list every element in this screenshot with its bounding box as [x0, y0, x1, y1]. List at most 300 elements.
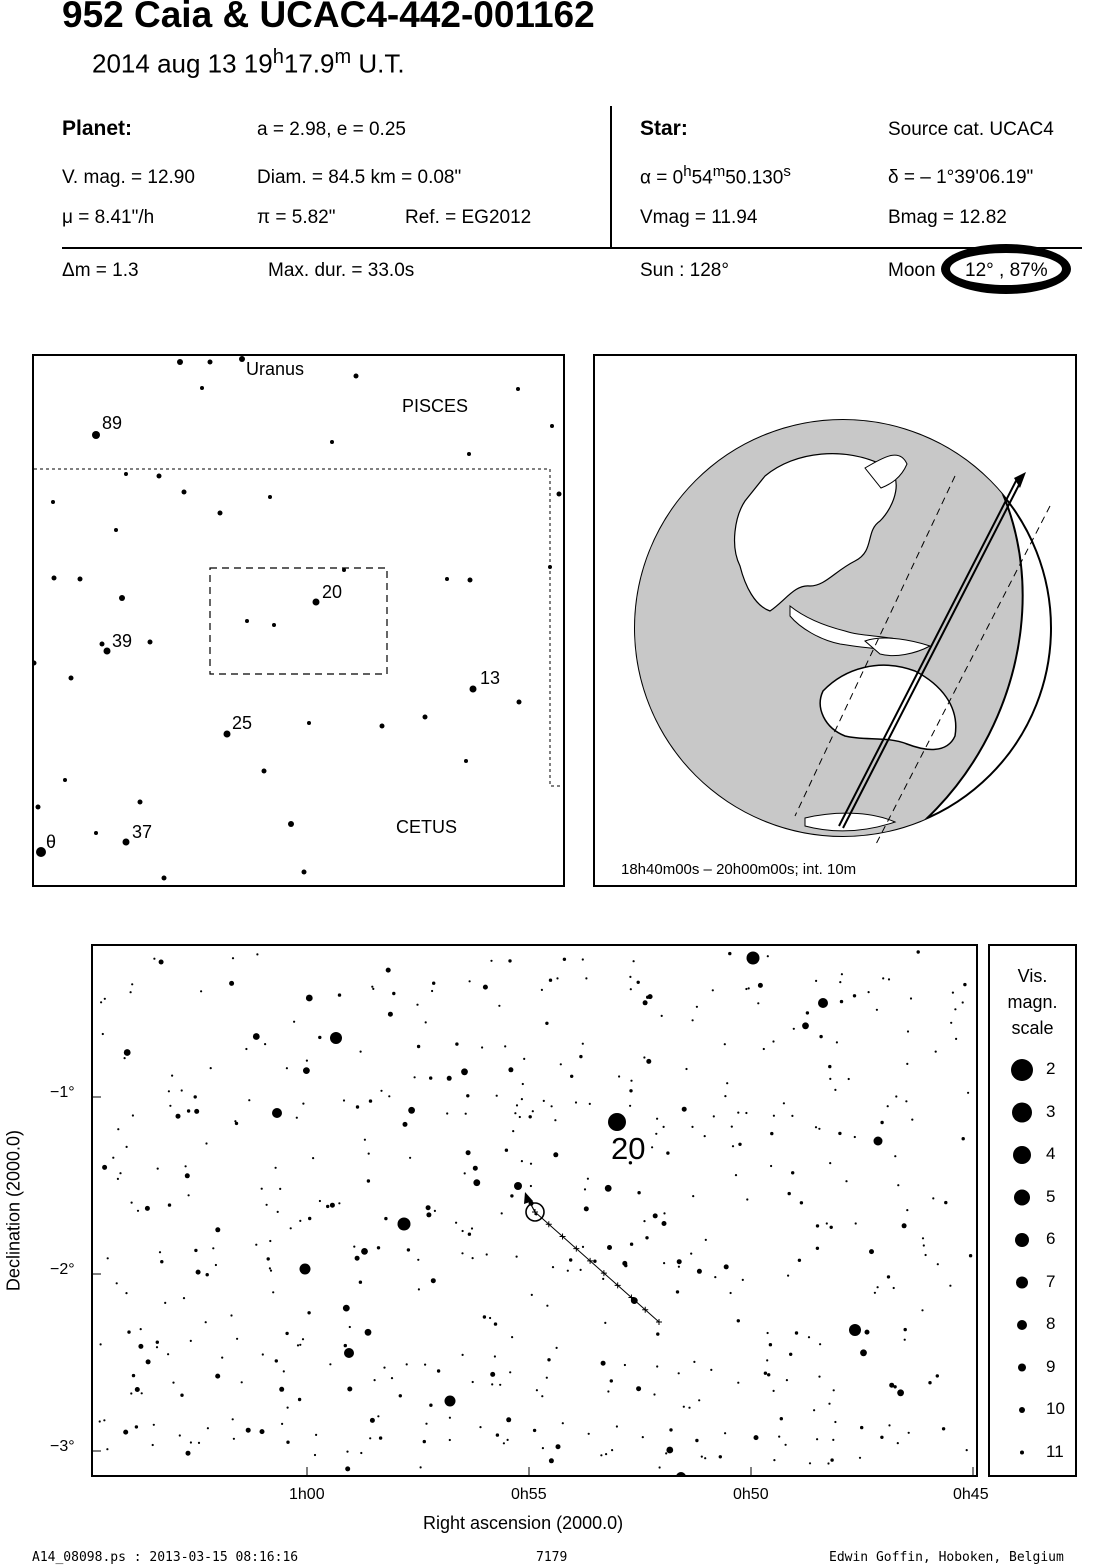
field-star — [326, 1205, 329, 1208]
x-axis-label: Right ascension (2000.0) — [423, 1513, 624, 1533]
finder-star — [302, 870, 307, 875]
field-star — [516, 1256, 518, 1258]
field-star — [688, 1407, 690, 1409]
track-direction-arrow — [1014, 472, 1026, 488]
field-star — [462, 1354, 464, 1356]
field-star — [344, 1344, 347, 1347]
field-star — [928, 1381, 931, 1384]
star-ra — [640, 163, 791, 189]
field-star — [780, 1417, 783, 1420]
field-star — [489, 1317, 491, 1319]
field-star — [462, 1230, 464, 1232]
max-duration: Max. dur. = 33.0s — [268, 260, 415, 281]
finder-star — [78, 577, 83, 582]
x-tick-label-3: 0h50 — [733, 1486, 769, 1503]
field-star — [185, 1173, 190, 1178]
field-star — [349, 1326, 351, 1328]
field-star — [157, 1168, 159, 1170]
field-star — [383, 1367, 385, 1369]
field-star — [425, 1021, 427, 1023]
finder-star — [104, 648, 111, 655]
field-star — [356, 1105, 359, 1108]
legend-label-10: 10 — [1046, 1399, 1065, 1418]
field-star — [563, 958, 566, 961]
finder-star — [268, 495, 272, 499]
sun-distance: Sun : 128° — [640, 260, 729, 281]
field-star — [188, 1194, 190, 1196]
field-star — [769, 1343, 772, 1346]
field-star — [426, 1205, 431, 1210]
field-star — [748, 987, 750, 989]
finder-star — [200, 386, 204, 390]
field-star — [767, 955, 769, 957]
uranus-label: Uranus — [246, 359, 305, 379]
field-star — [893, 1287, 895, 1289]
field-star — [758, 983, 763, 988]
event-date: 2014 aug 13 19 — [92, 48, 273, 79]
field-star — [865, 1330, 870, 1335]
field-star — [283, 1370, 285, 1372]
field-star — [766, 1359, 768, 1361]
field-star — [359, 1281, 362, 1284]
field-star — [343, 1099, 345, 1101]
detail-frame — [210, 568, 387, 674]
field-star — [791, 1115, 793, 1117]
ra-m-mark: m — [712, 163, 726, 180]
field-star — [229, 981, 234, 986]
field-star — [860, 1426, 863, 1429]
field-star — [104, 998, 106, 1000]
star-39-label: 39 — [112, 631, 133, 651]
field-star — [146, 1359, 151, 1364]
finder-star — [464, 759, 468, 763]
field-star-bright — [747, 952, 760, 965]
star-25-label: 25 — [232, 713, 253, 733]
field-star — [187, 1109, 190, 1112]
finder-star — [177, 359, 183, 365]
field-star — [494, 1322, 497, 1325]
field-star — [365, 1329, 372, 1336]
field-star — [554, 1119, 556, 1121]
finder-star — [36, 847, 46, 857]
finder-star — [148, 640, 153, 645]
field-star — [360, 1452, 362, 1454]
field-star — [303, 1067, 310, 1074]
x-tick-label-2: 0h55 — [511, 1486, 547, 1503]
field-star — [416, 1004, 418, 1006]
field-star — [630, 1080, 632, 1082]
field-star — [308, 1217, 311, 1220]
field-star — [270, 1270, 272, 1272]
field-star — [347, 1387, 352, 1392]
field-star — [610, 1379, 613, 1382]
legend-label-4: 4 — [1046, 1144, 1056, 1163]
legend-label-11: 11 — [1046, 1441, 1064, 1461]
field-star — [605, 1453, 607, 1455]
field-star — [880, 1121, 883, 1124]
legend-dot-8 — [1017, 1320, 1027, 1330]
finder-star — [92, 431, 100, 439]
field-star — [906, 1063, 908, 1065]
field-star — [653, 1213, 658, 1218]
finder-star — [94, 831, 98, 835]
table-divider-horizontal — [62, 247, 1082, 249]
field-star — [819, 1035, 822, 1038]
field-star — [272, 1291, 274, 1293]
field-star — [124, 1057, 126, 1059]
field-star — [806, 1011, 809, 1014]
field-star — [629, 976, 631, 978]
star-37-label: 37 — [132, 822, 153, 842]
field-star — [662, 1221, 667, 1226]
field-star — [194, 1249, 197, 1252]
field-star — [472, 1381, 474, 1383]
field-star — [869, 1249, 874, 1254]
field-star — [153, 958, 155, 960]
field-star — [552, 1266, 554, 1268]
event-time — [92, 46, 405, 80]
star-label: Star: — [640, 117, 688, 140]
field-star — [536, 1389, 538, 1391]
field-star — [813, 1409, 815, 1411]
field-star — [346, 1451, 348, 1453]
field-star — [417, 1259, 419, 1261]
legend-title-1: Vis. — [1017, 966, 1048, 986]
finder-star — [100, 642, 105, 647]
field-star — [713, 1115, 715, 1117]
field-star — [695, 1439, 698, 1442]
field-star — [461, 1252, 463, 1254]
field-star — [531, 1294, 533, 1296]
legend-label-2: 2 — [1046, 1059, 1056, 1078]
orbit-reference: Ref. = EG2012 — [405, 207, 532, 228]
field-star — [131, 983, 133, 985]
field-star — [585, 977, 587, 979]
y-axis-label: Declination (2000.0) — [3, 1129, 24, 1292]
field-star — [666, 1447, 673, 1454]
field-star — [828, 1065, 831, 1068]
field-star — [582, 1246, 584, 1248]
field-star — [418, 1288, 420, 1290]
pisces-label: PISCES — [402, 396, 469, 416]
field-star — [196, 1270, 201, 1275]
finder-star — [548, 565, 552, 569]
field-star — [770, 1132, 773, 1135]
ra-s-mark: s — [783, 163, 791, 180]
field-star — [281, 1423, 283, 1425]
page-title: 952 Caia & UCAC4-442-001162 — [62, 0, 595, 35]
field-star — [233, 1438, 235, 1440]
field-star — [138, 1344, 143, 1349]
field-star — [783, 1102, 785, 1104]
field-star — [882, 977, 884, 979]
field-star — [319, 1200, 321, 1202]
field-star-bright — [344, 1348, 354, 1358]
field-star — [504, 1045, 506, 1047]
planet-label: Planet: — [62, 117, 133, 140]
field-star — [665, 1452, 667, 1454]
field-star — [420, 1466, 422, 1468]
field-star — [604, 1322, 606, 1324]
field-star — [206, 1273, 209, 1276]
field-star — [508, 1067, 513, 1072]
field-star-bright — [849, 1324, 861, 1336]
field-star — [279, 1188, 281, 1190]
field-star-bright — [676, 1472, 686, 1475]
field-star — [618, 1075, 620, 1077]
field-star — [587, 1178, 589, 1180]
field-star — [100, 1001, 102, 1003]
field-star — [691, 1126, 693, 1128]
field-star — [868, 991, 870, 993]
field-star — [156, 1341, 159, 1344]
field-star — [345, 1466, 350, 1471]
field-star — [269, 1267, 271, 1269]
planet-vmag: V. mag. = 12.90 — [62, 167, 195, 188]
field-star — [117, 1178, 119, 1180]
field-star — [645, 1236, 648, 1239]
field-star — [646, 996, 649, 999]
field-star — [773, 1459, 775, 1461]
field-star — [616, 1425, 618, 1427]
field-star — [403, 1122, 408, 1127]
field-star — [364, 1139, 366, 1141]
field-star — [117, 1128, 119, 1130]
finder-star — [114, 528, 118, 532]
time-zone: U.T. — [351, 48, 405, 79]
finder-star — [288, 821, 294, 827]
field-star — [764, 1372, 767, 1375]
field-star — [338, 993, 341, 996]
field-star — [767, 1373, 770, 1376]
field-star — [505, 1149, 508, 1152]
field-star — [465, 1113, 467, 1115]
field-star — [449, 1439, 451, 1441]
moon-value: 12° , 87% — [965, 260, 1048, 281]
field-star — [119, 1172, 121, 1174]
field-star — [659, 1466, 661, 1468]
field-star — [185, 1165, 187, 1167]
source-catalog: Source cat. UCAC4 — [888, 119, 1054, 140]
finder-star — [380, 724, 385, 729]
legend-dot-9 — [1018, 1364, 1026, 1372]
field-star — [455, 1042, 458, 1045]
finder-star — [34, 661, 37, 666]
field-star — [508, 959, 511, 962]
field-star — [963, 983, 966, 986]
field-star — [701, 1456, 703, 1458]
field-star — [543, 1100, 545, 1102]
field-star — [521, 1098, 523, 1100]
finder-star — [272, 623, 276, 627]
field-star — [656, 1365, 658, 1367]
field-star — [678, 1266, 680, 1268]
field-star — [530, 1163, 532, 1165]
field-star — [135, 1425, 138, 1428]
field-star — [169, 1105, 171, 1107]
field-star — [737, 1319, 740, 1322]
finder-star — [218, 511, 223, 516]
field-star — [773, 1115, 775, 1117]
field-star — [894, 1155, 896, 1157]
field-star — [127, 1330, 130, 1333]
field-star — [496, 1095, 498, 1097]
field-star — [893, 1385, 896, 1388]
field-star — [137, 1210, 139, 1212]
field-star — [371, 986, 373, 988]
field-star — [600, 1454, 602, 1456]
field-star — [828, 1403, 830, 1405]
field-star — [967, 1092, 969, 1094]
field-star — [246, 1428, 251, 1433]
field-star — [830, 1458, 833, 1461]
field-star — [293, 1021, 295, 1023]
field-star — [551, 1105, 553, 1107]
field-star — [808, 1336, 810, 1338]
field-star — [159, 960, 164, 965]
field-star — [472, 1257, 474, 1259]
field-star — [446, 1112, 448, 1114]
field-star — [377, 1246, 380, 1249]
field-star — [501, 1212, 503, 1214]
finder-star — [51, 500, 55, 504]
field-star — [549, 1458, 554, 1463]
legend-label-6: 6 — [1046, 1229, 1056, 1248]
field-star-bright — [398, 1218, 411, 1231]
field-star — [663, 1126, 665, 1128]
field-star — [560, 1063, 562, 1065]
finder-star — [354, 374, 359, 379]
field-star — [833, 1389, 835, 1391]
field-star — [818, 1376, 820, 1378]
field-star — [132, 1374, 135, 1377]
field-star — [102, 1165, 107, 1170]
field-star — [580, 1269, 582, 1271]
field-star — [194, 1095, 197, 1098]
star-20-label: 20 — [322, 582, 343, 602]
star-dec: δ = – 1°39'06.19" — [888, 167, 1034, 188]
field-star — [408, 1107, 415, 1114]
field-star — [569, 1258, 572, 1261]
field-star — [793, 1028, 795, 1030]
field-star — [509, 1371, 511, 1373]
field-star — [789, 1353, 792, 1356]
field-star — [696, 1006, 698, 1008]
y-tick-label-3: −3° — [50, 1438, 75, 1455]
field-star — [767, 1332, 769, 1334]
field-star — [449, 1417, 451, 1419]
field-star — [176, 1114, 181, 1119]
legend-label-9: 9 — [1046, 1356, 1056, 1376]
field-star — [499, 1384, 501, 1386]
field-star — [180, 1394, 183, 1397]
field-star — [248, 1099, 250, 1101]
globe-caption: 18h40m00s – 20h00m00s; int. 10m — [621, 861, 857, 878]
field-star — [637, 981, 640, 984]
field-star — [521, 1160, 523, 1162]
hour-mark: h — [272, 46, 284, 68]
field-star — [809, 1462, 811, 1464]
field-star — [210, 1067, 212, 1069]
field-star-bright — [272, 1108, 282, 1118]
field-star — [194, 1109, 199, 1114]
field-star — [466, 1094, 469, 1097]
field-star — [905, 1100, 907, 1102]
field-star — [380, 1090, 382, 1092]
globe-svg — [595, 356, 1075, 885]
field-star — [682, 1107, 687, 1112]
field-star — [256, 953, 258, 955]
field-star — [367, 1179, 370, 1182]
field-star — [966, 1449, 968, 1451]
footer-file: A14_08098.ps : 2013-03-15 08:16:16 — [32, 1550, 299, 1565]
field-star — [605, 1185, 612, 1192]
field-star — [541, 989, 543, 991]
finder-star — [516, 387, 520, 391]
field-star — [338, 1202, 340, 1204]
field-star — [570, 1075, 573, 1078]
field-star — [198, 1442, 200, 1444]
field-star — [685, 1068, 687, 1070]
field-star — [183, 1297, 185, 1299]
field-star — [582, 1043, 584, 1045]
field-star — [434, 1210, 436, 1212]
field-star — [205, 1142, 207, 1144]
field-star — [704, 1457, 706, 1459]
field-star — [643, 1000, 648, 1005]
field-star — [429, 1076, 432, 1079]
moon-label: Moon — [888, 260, 936, 281]
field-star — [490, 1372, 495, 1377]
field-star — [205, 1321, 207, 1323]
finder-star — [63, 778, 67, 782]
star-89-label: 89 — [102, 413, 123, 433]
field-star — [171, 1075, 173, 1077]
field-star — [275, 1167, 277, 1169]
field-star — [506, 1417, 511, 1422]
field-star — [935, 1051, 937, 1053]
field-star — [266, 1204, 268, 1206]
event-minutes: 17.9 — [283, 48, 335, 79]
field-star — [215, 1227, 220, 1232]
field-star — [473, 1166, 478, 1171]
field-star — [816, 1224, 819, 1227]
field-star — [798, 1259, 801, 1262]
finder-star — [467, 452, 471, 456]
field-star — [429, 1404, 432, 1407]
field-star — [290, 1227, 292, 1229]
constellation-boundary — [34, 469, 562, 786]
field-star — [299, 1344, 301, 1346]
field-star — [698, 1399, 700, 1401]
field-star — [277, 1211, 279, 1213]
field-star — [461, 1068, 468, 1075]
field-star — [215, 1264, 217, 1266]
field-star — [742, 1279, 744, 1281]
field-star — [232, 957, 234, 959]
field-star — [131, 1202, 133, 1204]
field-star — [190, 1340, 192, 1342]
target-star-label: 20 — [611, 1131, 646, 1166]
field-star — [830, 1226, 833, 1229]
field-star — [361, 1248, 368, 1255]
cetus-label: CETUS — [396, 817, 458, 837]
field-star — [264, 1043, 266, 1045]
legend-dots — [1011, 1059, 1033, 1455]
field-star — [944, 1201, 947, 1204]
detail-chart-svg — [93, 946, 976, 1475]
finder-star — [36, 805, 41, 810]
